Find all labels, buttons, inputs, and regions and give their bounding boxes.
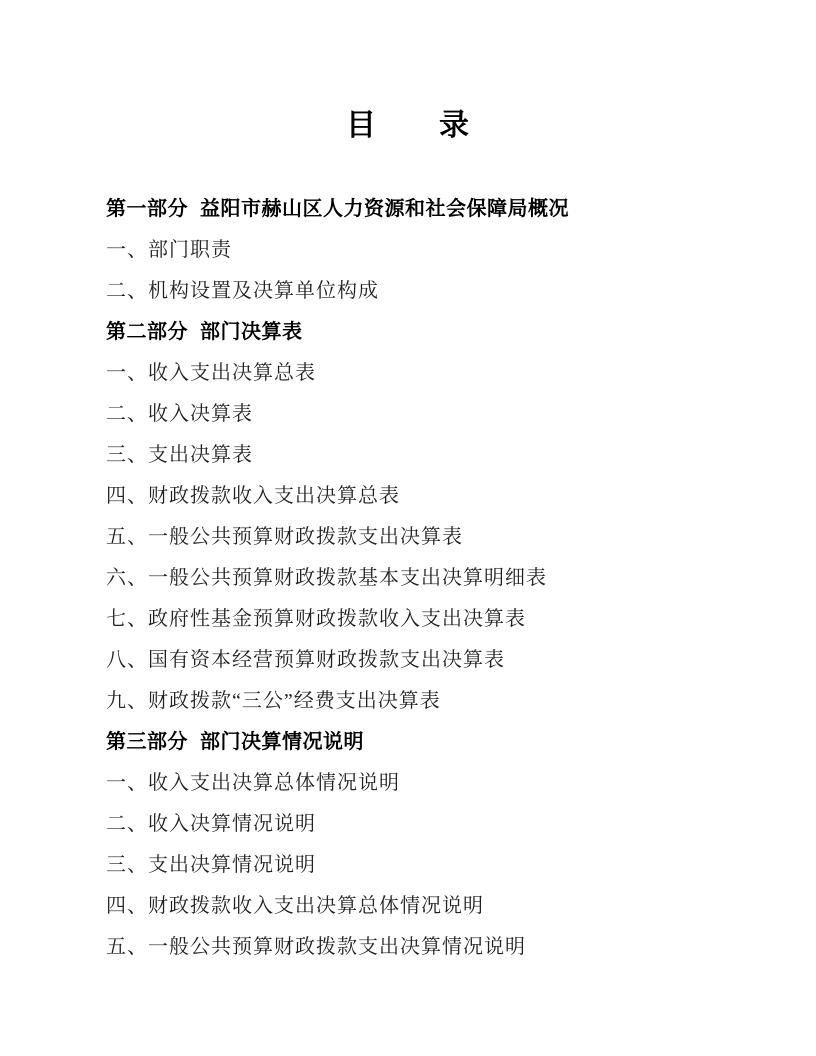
toc-item: 二、收入决算情况说明 <box>106 813 316 835</box>
toc-item: 九、财政拨款“三公”经费支出决算表 <box>106 690 441 712</box>
toc-item: 二、机构设置及决算单位构成 <box>106 280 379 302</box>
toc-item: 五、一般公共预算财政拨款支出决算情况说明 <box>106 936 526 958</box>
toc-item: 一、部门职责 <box>106 239 232 261</box>
toc-section-1-heading: 第一部分 益阳市赫山区人力资源和社会保障局概况 <box>106 198 570 220</box>
toc-item: 四、财政拨款收入支出决算总体情况说明 <box>106 895 484 917</box>
toc-item: 一、收入支出决算总体情况说明 <box>106 772 400 794</box>
toc-item: 三、支出决算表 <box>106 444 253 466</box>
toc-section-3-heading: 第三部分 部门决算情况说明 <box>106 731 365 753</box>
toc-item: 七、政府性基金预算财政拨款收入支出决算表 <box>106 608 526 630</box>
toc-item: 一、收入支出决算总表 <box>106 362 316 384</box>
toc-item: 六、一般公共预算财政拨款基本支出决算明细表 <box>106 567 547 589</box>
page-title: 目 录 <box>346 109 470 142</box>
toc-item: 四、财政拨款收入支出决算总表 <box>106 485 400 507</box>
toc-item: 三、支出决算情况说明 <box>106 854 316 876</box>
toc-item: 五、一般公共预算财政拨款支出决算表 <box>106 526 463 548</box>
toc-item: 二、收入决算表 <box>106 403 253 425</box>
toc <box>106 189 776 968</box>
toc-section-2-heading: 第二部分 部门决算表 <box>106 321 303 343</box>
toc-item: 八、国有资本经营预算财政拨款支出决算表 <box>106 649 505 671</box>
